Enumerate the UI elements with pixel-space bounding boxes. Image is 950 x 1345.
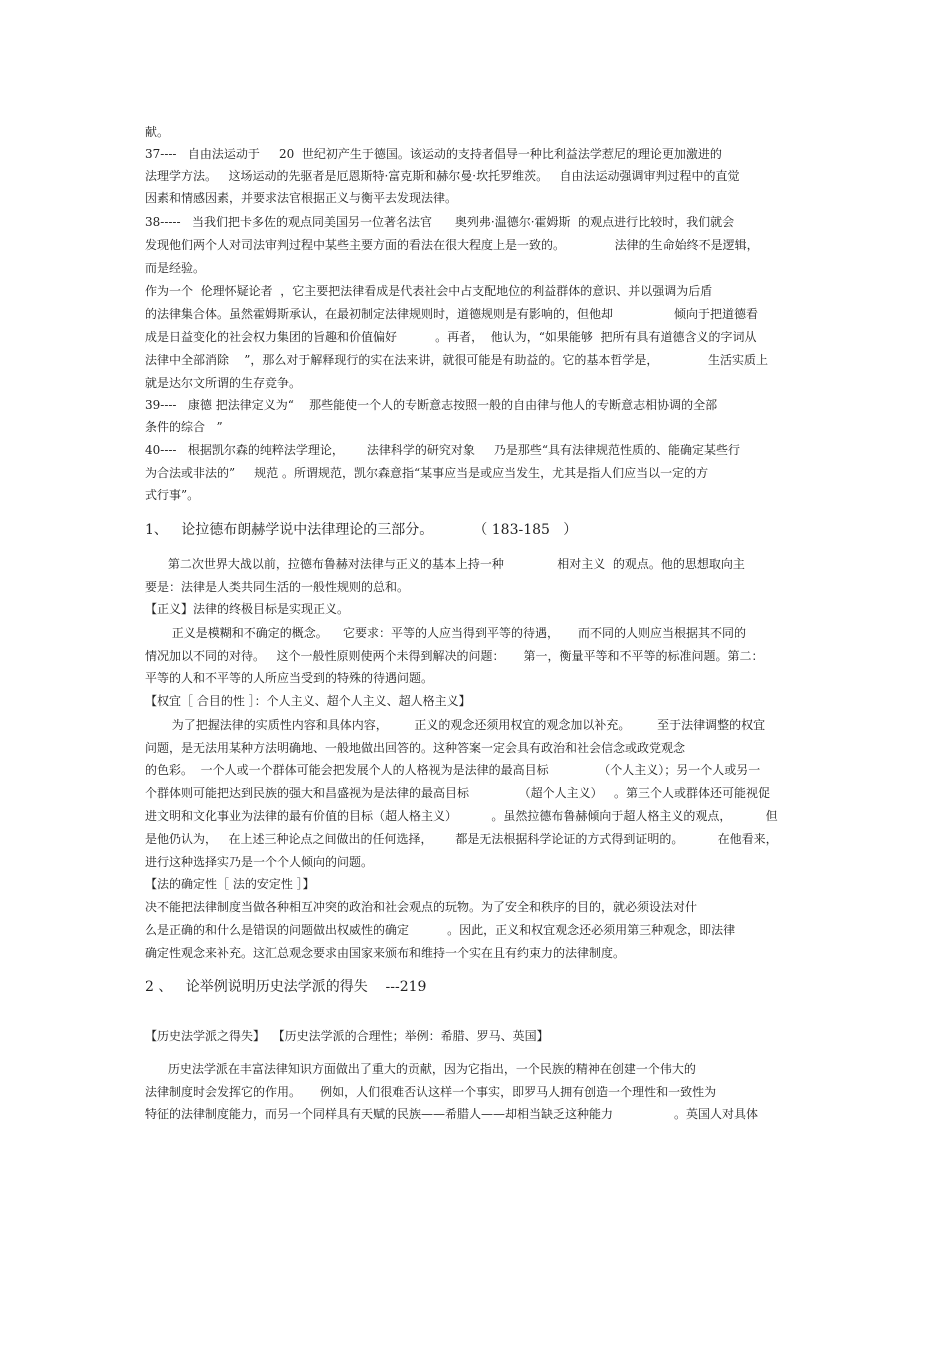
text-line: 而是经验。	[145, 261, 206, 275]
text-line: 第二次世界大战以前，拉德布鲁赫对法律与正义的基本上持一种 相对主义 的观点。他的思想取向主	[145, 557, 745, 571]
text-line: 的法律集合体。虽然霍姆斯承认，在最初制定法律规则时，道德规则是有影响的，但他却 倾向于把道德看	[145, 307, 759, 321]
text-line: 作为一个 伦理怀疑论者 ，它主要把法律看成是代表社会中占支配地位的利益群体的意识、并以强调为后盾	[145, 284, 713, 298]
text-line: 38----- 当我们把卡多佐的观点同美国另一位著名法官 奥列弗·温德尔·霍姆斯 的观点进行比较时，我们就会	[145, 215, 735, 229]
text-line: 历史法学派在丰富法律知识方面做出了重大的贡献，因为它指出，一个民族的精神在创建一个伟大的	[145, 1062, 696, 1076]
text-line: 平等的人和不平等的人所应当受到的特殊的待遇问题。	[145, 671, 434, 685]
section-heading: 1、 论拉德布朗赫学说中法律理论的三部分。 （ 183-185 ）	[145, 522, 578, 538]
text-line: 【法的确定性［ 法的安定性 ］】	[145, 877, 315, 891]
text-line: 就是达尔文所谓的生存竞争。	[145, 376, 302, 390]
text-line: 为合法或非法的” 规范 。所谓规范，凯尔森意指“某事应当是或应当发生，尤其是指人们应当以一定的方	[145, 466, 709, 480]
text-line: 的色彩。 一个人或一个群体可能会把发展个人的人格视为是法律的最高目标 （个人主义）；另一个人或另一	[145, 763, 761, 777]
text-line: 法理学方法。 这场运动的先驱者是厄恩斯特·富克斯和赫尔曼·坎托罗维茨。 自由法运动强调审判过程中的直觉	[145, 169, 740, 183]
text-line: 问题，是无法用某种方法明确地、一般地做出回答的。这种答案一定会具有政治和社会信念或政党观念	[145, 741, 686, 755]
text-line: 个群体则可能把达到民族的强大和昌盛视为是法律的最高目标 （超个人主义） 。第三个人或群体还可能视促	[145, 786, 771, 800]
text-line: 式行事”。	[145, 488, 200, 502]
text-line: 因素和情感因素，并要求法官根据正义与衡平去发现法律。	[145, 191, 458, 205]
text-line: 决不能把法律制度当做各种相互冲突的政治和社会观点的玩物。为了安全和秩序的目的，就必须设法对什	[145, 900, 698, 914]
text-line: 特征的法律制度能力，而另一个同样具有天赋的民族——希腊人——却相当缺乏这种能力 。英国人对具体	[145, 1107, 759, 1121]
text-line: 39---- 康德 把法律定义为“ 那些能使一个人的专断意志按照一般的自由律与他人的专断意志相协调的全部	[145, 398, 718, 412]
text-line: 【正义】法律的终极目标是实现正义。	[145, 602, 350, 616]
text-line: 进文明和文化事业为法律的最有价值的目标（超人格主义） 。虽然拉德布鲁赫倾向于超人格主义的观点， 但	[145, 809, 778, 823]
text-line: 进行这种选择实乃是一个个人倾向的问题。	[145, 855, 374, 869]
text-line: 正义是模糊和不确定的概念。 它要求：平等的人应当得到平等的待遇， 而不同的人则应当根据其不同的	[145, 626, 747, 640]
text-line: 么是正确的和什么是错误的问题做出权威性的确定 。因此，正义和权宜观念还必须用第三种观念，即法律	[145, 923, 736, 937]
text-line: 为了把握法律的实质性内容和具体内容， 正义的观念还须用权宜的观念加以补充。 至于法律调整的权宜	[145, 718, 766, 732]
text-line: 【历史法学派之得失】 【历史法学派的合理性；举例：希腊、罗马、英国】	[145, 1029, 549, 1043]
text-line: 是他仍认为， 在上述三种论点之间做出的任何选择， 都是无法根据科学论证的方式得到证明的。 在他看来，	[145, 832, 778, 846]
text-line: 法律制度时会发挥它的作用。 例如，人们很难否认这样一个事实，即罗马人拥有创造一个理性和一致性为	[145, 1085, 717, 1099]
text-line: 确定性观念来补充。这汇总观念要求由国家来颁布和维持一个实在且有约束力的法律制度。	[145, 946, 626, 960]
text-line: 40---- 根据凯尔森的纯粹法学理论， 法律科学的研究对象 乃是那些“具有法律规范性质的、能确定某些行	[145, 443, 741, 457]
section-heading: 2 、 论举例说明历史法学派的得失 ---219	[145, 979, 427, 995]
text-line: 发现他们两个人对司法审判过程中某些主要方面的看法在很大程度上是一致的。 法律的生命始终不是逻辑，	[145, 238, 759, 252]
text-line: 37---- 自由法运动于 20 世纪初产生于德国。该运动的支持者倡导一种比利益法学惹尼的理论更加激进的	[145, 147, 722, 161]
text-line: 法律中全部消除 ”，那么对于解释现行的实在法来讲，就很可能是有助益的。它的基本哲学是， 生活实质上	[145, 353, 768, 367]
text-line: 情况加以不同的对待。 这个一般性原则使两个未得到解决的问题： 第一，衡量平等和不平等的标准问题。第二：	[145, 649, 764, 663]
text-line: 献。	[145, 125, 170, 139]
text-line: 要是：法律是人类共同生活的一般性规则的总和。	[145, 580, 410, 594]
text-line: 成是日益变化的社会权力集团的旨趣和价值偏好 。再者， 他认为，“如果能够 把所有具有道德含义的字词从	[145, 330, 757, 344]
text-line: 条件的综合 ”	[145, 420, 223, 434]
text-line: 【权宜［ 合目的性 ］：个人主义、超个人主义、超人格主义】	[145, 694, 471, 708]
